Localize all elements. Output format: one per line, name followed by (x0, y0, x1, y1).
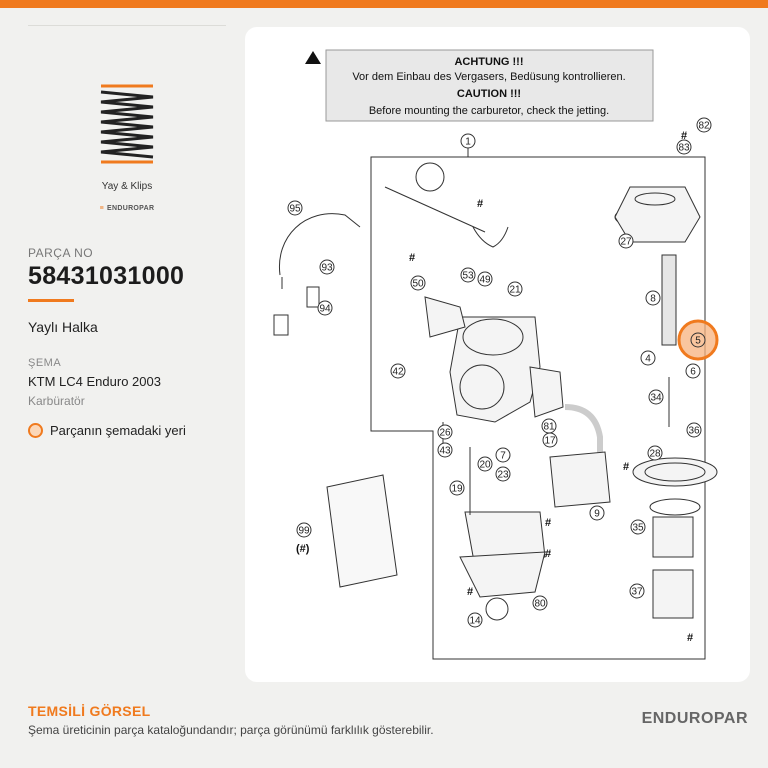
svg-text:28: 28 (649, 448, 661, 460)
svg-text:14: 14 (469, 615, 481, 627)
callout-35 (631, 520, 645, 534)
svg-text:23: 23 (497, 469, 509, 481)
part-number: 58431031000 (28, 262, 185, 290)
vehicle-model: KTM LC4 Enduro 2003 (28, 374, 161, 389)
callout-99 (297, 523, 311, 537)
svg-text:34: 34 (650, 392, 662, 404)
category-label: Yay & Klips (101, 181, 153, 192)
callout-6 (686, 364, 700, 378)
svg-text:43: 43 (439, 445, 451, 457)
footer-title: TEMSİLİ GÖRSEL (28, 703, 151, 719)
svg-text:49: 49 (479, 274, 491, 286)
svg-text:50: 50 (412, 278, 424, 290)
callout-50 (411, 276, 425, 290)
callout-42 (391, 364, 405, 378)
warning-line-3: CAUTION !!! (456, 88, 522, 100)
brand-small-text: ENDUROPAR (107, 205, 155, 212)
svg-text:81: 81 (543, 421, 555, 433)
warning-box (305, 50, 653, 121)
svg-text:99: 99 (298, 525, 310, 537)
callout-53 (461, 268, 475, 282)
svg-text:17: 17 (544, 435, 556, 447)
callout-37 (630, 584, 644, 598)
svg-text:82: 82 (698, 120, 710, 132)
callout-8 (646, 291, 660, 305)
svg-text:7: 7 (500, 450, 506, 462)
svg-text:9: 9 (594, 508, 600, 520)
callout-36 (687, 423, 701, 437)
svg-text:36: 36 (688, 425, 700, 437)
callout-81 (542, 419, 556, 433)
svg-text:#: # (477, 198, 484, 210)
svg-text:42: 42 (392, 366, 404, 378)
svg-text:(#): (#) (296, 543, 310, 555)
svg-text:#: # (409, 252, 416, 264)
callout-27 (619, 234, 633, 248)
svg-text:4: 4 (645, 353, 651, 365)
callout-80 (533, 596, 547, 610)
svg-text:35: 35 (632, 522, 644, 534)
warning-line-2: Vor dem Einbau des Vergasers, Bedüsung kontrollieren. (352, 71, 626, 83)
svg-text:#: # (687, 632, 694, 644)
svg-text:#: # (467, 586, 474, 598)
callout-49 (478, 272, 492, 286)
diagram-panel[interactable] (245, 27, 750, 682)
svg-text:93: 93 (321, 262, 333, 274)
svg-text:19: 19 (451, 483, 463, 495)
callout-7 (496, 448, 510, 462)
warning-line-4: Before mounting the carburetor, check the jetting. (368, 105, 610, 117)
callout-4 (641, 351, 655, 365)
spring-icon (95, 82, 159, 166)
callout-43 (438, 443, 452, 457)
svg-text:27: 27 (620, 236, 632, 248)
callout-21 (508, 282, 522, 296)
svg-text:#: # (545, 548, 552, 560)
callout-20 (478, 457, 492, 471)
callout-34 (649, 390, 663, 404)
callout-14 (468, 613, 482, 627)
svg-text:20: 20 (479, 459, 491, 471)
schema-label: ŞEMA (28, 357, 62, 369)
callout-93 (320, 260, 334, 274)
schema-group: Karbüratör (28, 394, 85, 408)
brand-mark-icon: ≡ (99, 205, 105, 212)
svg-text:#: # (545, 517, 552, 529)
svg-text:6: 6 (690, 366, 696, 378)
callout-26 (438, 425, 452, 439)
footer-brand-logo: ENDUROPAR (641, 710, 748, 727)
accent-underline (28, 299, 74, 302)
svg-text:26: 26 (439, 427, 451, 439)
svg-text:80: 80 (534, 598, 546, 610)
header-divider (28, 25, 226, 26)
carburetor-diagram (245, 27, 750, 682)
svg-text:8: 8 (650, 293, 656, 305)
location-legend (28, 423, 186, 438)
part-drawings (274, 163, 717, 620)
part-number-label: PARÇA NO (28, 246, 94, 260)
callout-19 (450, 481, 464, 495)
svg-text:1: 1 (465, 136, 471, 148)
callout-94 (318, 301, 332, 315)
callout-23 (496, 467, 510, 481)
svg-text:21: 21 (509, 284, 521, 296)
svg-text:#: # (681, 130, 688, 142)
callout-28 (648, 446, 662, 460)
warning-line-1: ACHTUNG !!! (454, 56, 524, 68)
warning-triangle-icon (305, 51, 321, 64)
svg-text:#: # (623, 461, 630, 473)
callout-9 (590, 506, 604, 520)
svg-text:94: 94 (319, 303, 331, 315)
highlighted-part-marker[interactable] (679, 321, 717, 359)
svg-text:53: 53 (462, 270, 474, 282)
callout-82 (697, 118, 711, 132)
legend-text: Parçanın şemadaki yeri (50, 423, 186, 438)
svg-text:37: 37 (631, 586, 643, 598)
svg-text:83: 83 (678, 142, 690, 154)
highlight-marker-icon (28, 423, 43, 438)
callout-1 (461, 134, 475, 148)
highlighted-callout-number: 5 (695, 335, 701, 347)
brand-small-logo (28, 205, 226, 212)
callout-17 (543, 433, 557, 447)
svg-text:95: 95 (289, 203, 301, 215)
footer-note: Şema üreticinin parça kataloğundandır; parça görünümü farklılık gösterebilir. (28, 723, 434, 737)
part-name: Yaylı Halka (28, 319, 98, 335)
callout-83 (677, 140, 691, 154)
top-accent-bar (0, 0, 768, 8)
callout-95 (288, 201, 302, 215)
